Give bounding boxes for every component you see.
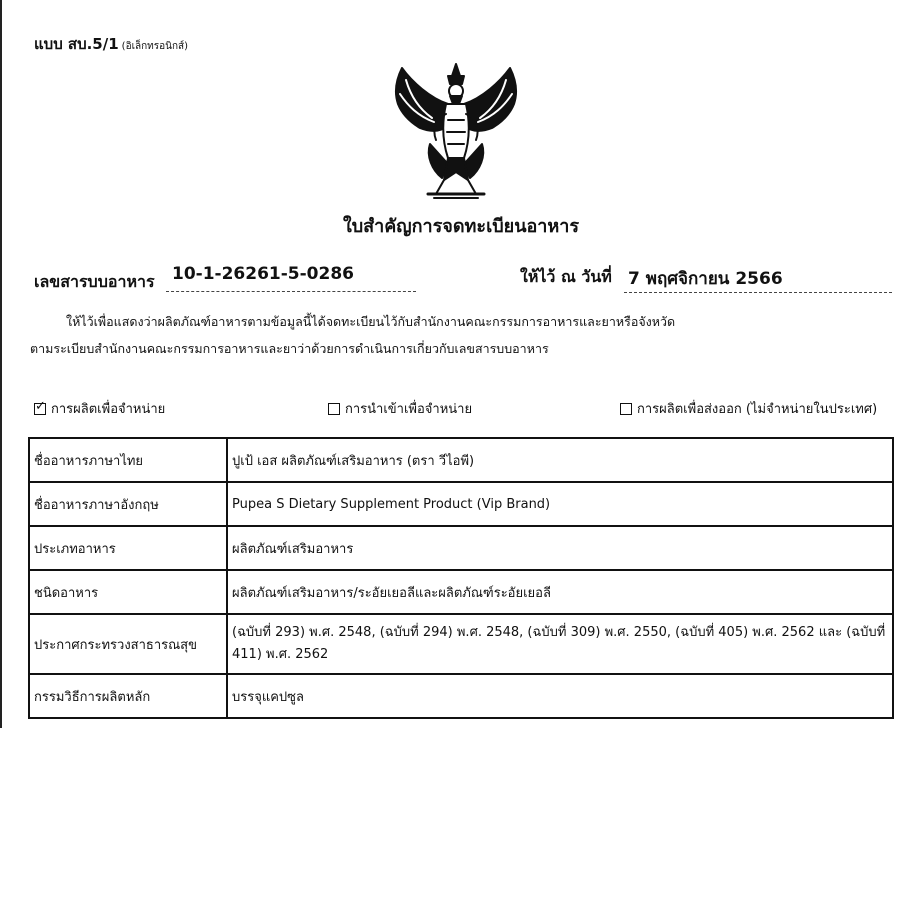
row-value-thai-name: ปูเป้ เอส ผลิตภัณฑ์เสริมอาหาร (ตรา วีไอพี) [227,438,893,482]
statement-line-2: ตามระเบียบสำนักงานคณะกรรมการอาหารและยาว่าด้วยการดำเนินการเกี่ยวกับเลขสารบบอาหาร [30,341,549,356]
checkbox-unchecked-icon[interactable] [620,403,632,415]
date-underline [624,292,892,293]
option-import-for-sale[interactable] [328,398,472,419]
option-production-for-sale[interactable] [34,398,165,419]
row-value-production-process: บรรจุแคปซูล [227,674,893,718]
row-label-thai-name: ชื่ออาหารภาษาไทย [29,438,227,482]
checkbox-unchecked-icon[interactable] [328,403,340,415]
row-label-food-type: ชนิดอาหาร [29,570,227,614]
food-info-table [28,437,894,719]
left-margin-rule [0,0,2,728]
form-code-note: (อิเล็กทรอนิกส์) [121,41,189,52]
row-label-ministry-notification: ประกาศกระทรวงสาธารณสุข [29,614,227,674]
table-row [29,570,893,614]
statement-line-1: ให้ไว้เพื่อแสดงว่าผลิตภัณฑ์อาหารตามข้อมูลนี้ได้จดทะเบียนไว้กับสำนักงานคณะกรรมการอาหารและยาหรือจังหวัด [66,314,676,329]
option-label: การนำเข้าเพื่อจำหน่าย [345,402,473,417]
row-value-english-name: Pupea S Dietary Supplement Product (Vip Brand) [227,482,893,526]
row-value-food-category: ผลิตภัณฑ์เสริมอาหาร [227,526,893,570]
option-label: การผลิตเพื่อส่งออก (ไม่จำหน่ายในประเทศ) [637,402,878,417]
checkbox-checked-icon[interactable] [34,403,46,415]
table-row [29,614,893,674]
row-value-ministry-notification: (ฉบับที่ 293) พ.ศ. 2548, (ฉบับที่ 294) พ.ศ. 2548, (ฉบับที่ 309) พ.ศ. 2550, (ฉบับที่ 405) พ.ศ. 2562 และ (ฉบับที่ 411) พ.ศ. 2562 [227,614,893,674]
option-label: การผลิตเพื่อจำหน่าย [51,402,166,417]
issued-label: ให้ไว้ ณ วันที่ [520,267,612,286]
table-row [29,482,893,526]
issued-date: 7 พฤศจิกายน 2566 [628,269,783,289]
form-code [34,32,188,56]
row-label-english-name: ชื่ออาหารภาษาอังกฤษ [29,482,227,526]
form-code-text: แบบ สบ.5/1 [34,35,119,53]
table-row [29,674,893,718]
table-row [29,438,893,482]
registration-underline [166,291,416,292]
garuda-emblem-icon [386,60,526,202]
registration-number: 10-1-26261-5-0286 [172,264,354,284]
row-label-production-process: กรรมวิธีการผลิตหลัก [29,674,227,718]
table-row [29,526,893,570]
document-title: ใบสำคัญการจดทะเบียนอาหาร [342,216,580,237]
option-production-for-export[interactable] [620,398,877,419]
registration-label: เลขสารบบอาหาร [34,272,155,291]
row-value-food-type: ผลิตภัณฑ์เสริมอาหาร/ระอัยเยอลีและผลิตภัณฑ์ระอัยเยอลี [227,570,893,614]
row-label-food-category: ประเภทอาหาร [29,526,227,570]
